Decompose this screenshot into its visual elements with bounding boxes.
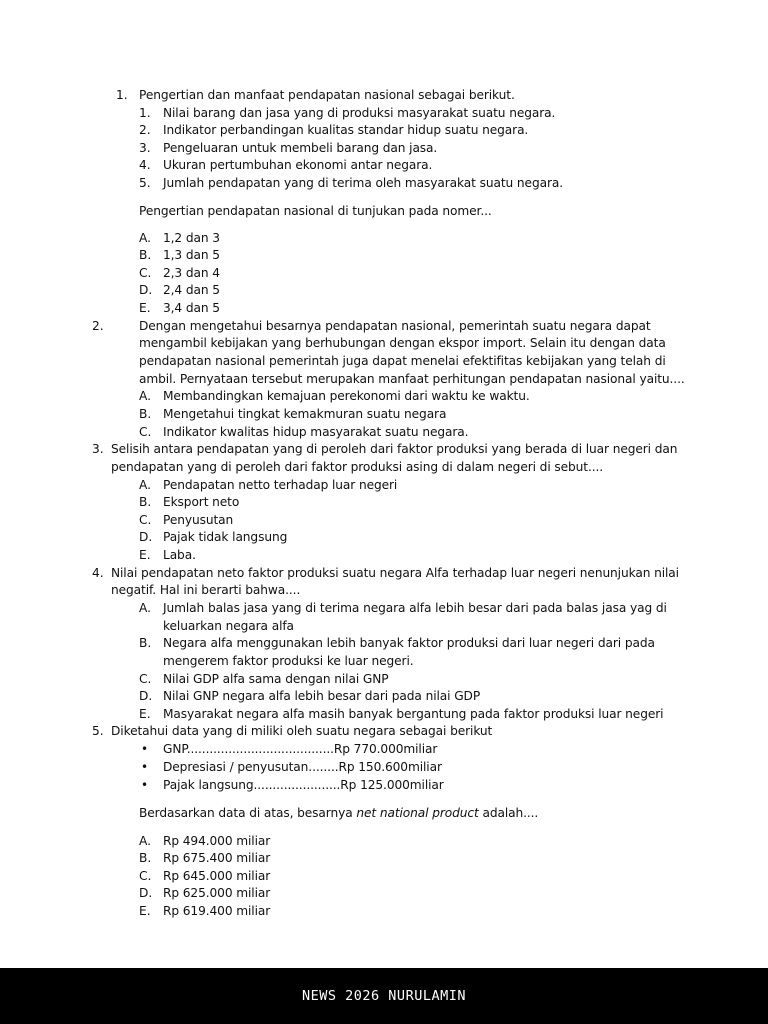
q5-option-text: Rp 494.000 miliar xyxy=(163,834,271,848)
q5-stem: Diketahui data yang di miliki oleh suatu negara sebagai berikut xyxy=(111,724,493,738)
q1-statement-num: 2. xyxy=(139,123,151,137)
bullet-icon: • xyxy=(141,778,149,792)
q4-option-text: Negara alfa menggunakan lebih banyak faktor produksi dari luar negeri dari pada xyxy=(163,636,655,650)
q5-option-text: Rp 645.000 miliar xyxy=(163,869,271,883)
footer-text: NEWS 2026 NURULAMIN xyxy=(302,988,466,1004)
q2-option-key: B. xyxy=(139,407,152,421)
q1-option-text: 2,4 dan 5 xyxy=(163,283,220,297)
q5-question-term: net national product xyxy=(356,806,479,820)
q1-statement: Indikator perbandingan kualitas standar hidup suatu negara. xyxy=(163,123,529,137)
q5-option-key: C. xyxy=(139,869,152,883)
q1-option-text: 1,2 dan 3 xyxy=(163,231,220,245)
q5-data-item: Depresiasi / penyusutan........Rp 150.600miliar xyxy=(163,760,442,774)
q1-statement-num: 3. xyxy=(139,141,151,155)
q5-number: 5. xyxy=(92,724,104,738)
q2-option-text: Indikator kwalitas hidup masyarakat suatu negara. xyxy=(163,425,469,439)
q1-option-text: 3,4 dan 5 xyxy=(163,301,220,315)
q4-option-key: D. xyxy=(139,689,153,703)
q5-option-key: E. xyxy=(139,904,151,918)
q1-number: 1. xyxy=(116,88,128,102)
q5-question xyxy=(139,805,538,822)
q5-data-item: Pajak langsung.......................Rp 125.000miliar xyxy=(163,778,444,792)
q1-option-key: E. xyxy=(139,301,151,315)
q3-option-text: Eksport neto xyxy=(163,495,240,509)
q2-stem-line: ambil. Pernyataan tersebut merupakan manfaat perhitungan pendapatan nasional yaitu.... xyxy=(139,372,685,386)
q2-option-key: A. xyxy=(139,389,151,403)
q3-option-text: Penyusutan xyxy=(163,513,234,527)
bullet-icon: • xyxy=(141,760,149,774)
q3-stem-line: pendapatan yang di peroleh dari faktor produksi asing di dalam negeri di sebut.... xyxy=(111,460,604,474)
q1-stem: Pengertian dan manfaat pendapatan nasional sebagai berikut. xyxy=(139,88,515,102)
q3-number: 3. xyxy=(92,442,104,456)
q1-statement-num: 1. xyxy=(139,106,151,120)
q2-stem-line: pendapatan nasional pemerintah juga dapat menelai efektifitas kebijakan yang telah di xyxy=(139,354,666,368)
q4-option-key: E. xyxy=(139,707,151,721)
q2-stem-line: Dengan mengetahui besarnya pendapatan nasional, pemerintah suatu negara dapat xyxy=(139,319,651,333)
q4-stem-line: negatif. Hal ini berarti bahwa.... xyxy=(111,583,301,597)
q2-option-key: C. xyxy=(139,425,152,439)
q3-option-key: E. xyxy=(139,548,151,562)
q1-statement: Nilai barang dan jasa yang di produksi masyarakat suatu negara. xyxy=(163,106,556,120)
q5-option-key: A. xyxy=(139,834,151,848)
q2-number: 2. xyxy=(92,319,104,333)
q3-option-key: B. xyxy=(139,495,152,509)
q1-statement-num: 5. xyxy=(139,176,151,190)
q3-stem-line: Selisih antara pendapatan yang di peroleh dari faktor produksi yang berada di luar negeri dan xyxy=(111,442,678,456)
q5-question-after: adalah.... xyxy=(478,806,539,820)
q4-number: 4. xyxy=(92,566,104,580)
q5-option-key: B. xyxy=(139,851,152,865)
q5-option-text: Rp 619.400 miliar xyxy=(163,904,271,918)
q5-data-item: GNP.......................................Rp 770.000miliar xyxy=(163,742,438,756)
q1-statement: Ukuran pertumbuhan ekonomi antar negara. xyxy=(163,158,433,172)
bullet-icon: • xyxy=(141,742,149,756)
q4-option-text: Nilai GNP negara alfa lebih besar dari pada nilai GDP xyxy=(163,689,481,703)
q1-option-text: 2,3 dan 4 xyxy=(163,266,220,280)
q5-option-text: Rp 625.000 miliar xyxy=(163,886,271,900)
q1-option-text: 1,3 dan 5 xyxy=(163,248,220,262)
q4-option-text: Masyarakat negara alfa masih banyak bergantung pada faktor produksi luar negeri xyxy=(163,707,664,721)
q4-option-key: C. xyxy=(139,672,152,686)
q3-option-text: Laba. xyxy=(163,548,196,562)
q4-option-text: Nilai GDP alfa sama dengan nilai GNP xyxy=(163,672,389,686)
q4-option-key: A. xyxy=(139,601,151,615)
q1-statement-num: 4. xyxy=(139,158,151,172)
q1-option-key: A. xyxy=(139,231,151,245)
q4-option-text: Jumlah balas jasa yang di terima negara alfa lebih besar dari pada balas jasa yag di xyxy=(163,601,667,615)
q5-question-before: Berdasarkan data di atas, besarnya xyxy=(139,806,357,820)
q2-option-text: Mengetahui tingkat kemakmuran suatu negara xyxy=(163,407,447,421)
q3-option-key: C. xyxy=(139,513,152,527)
q2-stem-line: mengambil kebijakan yang berhubungan dengan ekspor import. Selain itu dengan data xyxy=(139,336,666,350)
q1-option-key: B. xyxy=(139,248,152,262)
q2-option-text: Membandingkan kemajuan perekonomi dari waktu ke waktu. xyxy=(163,389,530,403)
q3-option-text: Pajak tidak langsung xyxy=(163,530,288,544)
q3-option-text: Pendapatan netto terhadap luar negeri xyxy=(163,478,398,492)
q1-option-key: D. xyxy=(139,283,153,297)
q1-statement: Jumlah pendapatan yang di terima oleh masyarakat suatu negara. xyxy=(163,176,564,190)
q1-statement: Pengeluaran untuk membeli barang dan jasa. xyxy=(163,141,438,155)
q4-option-text: keluarkan negara alfa xyxy=(163,619,294,633)
q3-option-key: D. xyxy=(139,530,153,544)
q4-option-text: mengerem faktor produksi ke luar negeri. xyxy=(163,654,414,668)
q1-option-key: C. xyxy=(139,266,152,280)
q4-option-key: B. xyxy=(139,636,152,650)
footer-banner xyxy=(0,968,768,1024)
q5-option-text: Rp 675.400 miliar xyxy=(163,851,271,865)
q5-option-key: D. xyxy=(139,886,153,900)
q4-stem-line: Nilai pendapatan neto faktor produksi suatu negara Alfa terhadap luar negeri nenunjukan nilai xyxy=(111,566,679,580)
q3-option-key: A. xyxy=(139,478,151,492)
q1-question: Pengertian pendapatan nasional di tunjukan pada nomer... xyxy=(139,204,492,218)
